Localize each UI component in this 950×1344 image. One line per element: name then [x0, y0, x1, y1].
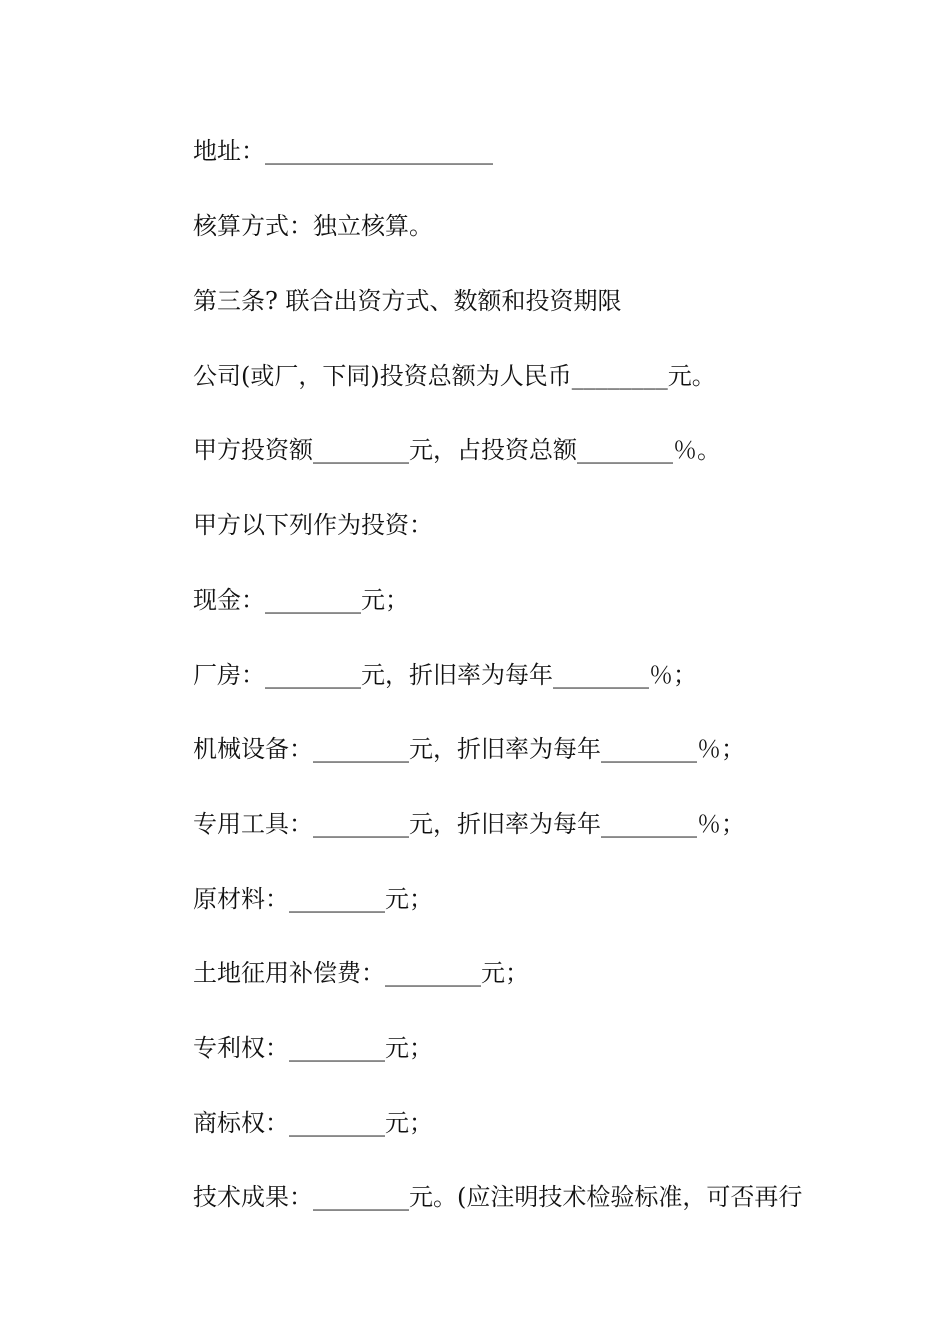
address-line: 地址：___________________	[193, 137, 493, 165]
technical-achievement-line: 技术成果：________元。(应注明技术检验标准，可否再行	[193, 1183, 803, 1211]
factory-building-line: 厂房：________元，折旧率为每年________％；	[193, 661, 697, 689]
machinery-line: 机械设备：________元，折旧率为每年________％；	[193, 735, 745, 763]
total-investment-line: 公司(或厂，下同)投资总额为人民币________元。	[193, 362, 716, 390]
accounting-method-line: 核算方式：独立核算。	[193, 212, 433, 240]
party-a-investment-line: 甲方投资额________元，占投资总额________％。	[193, 436, 721, 464]
raw-materials-line: 原材料：________元；	[193, 885, 433, 913]
special-tools-line: 专用工具：________元，折旧率为每年________％；	[193, 810, 745, 838]
patent-line: 专利权：________元；	[193, 1034, 433, 1062]
land-compensation-line: 土地征用补偿费：________元；	[193, 959, 529, 987]
party-a-items-intro: 甲方以下列作为投资：	[193, 511, 433, 539]
article-three-heading: 第三条? 联合出资方式、数额和投资期限	[193, 287, 622, 315]
trademark-line: 商标权：________元；	[193, 1109, 433, 1137]
cash-line: 现金：________元；	[193, 586, 409, 614]
